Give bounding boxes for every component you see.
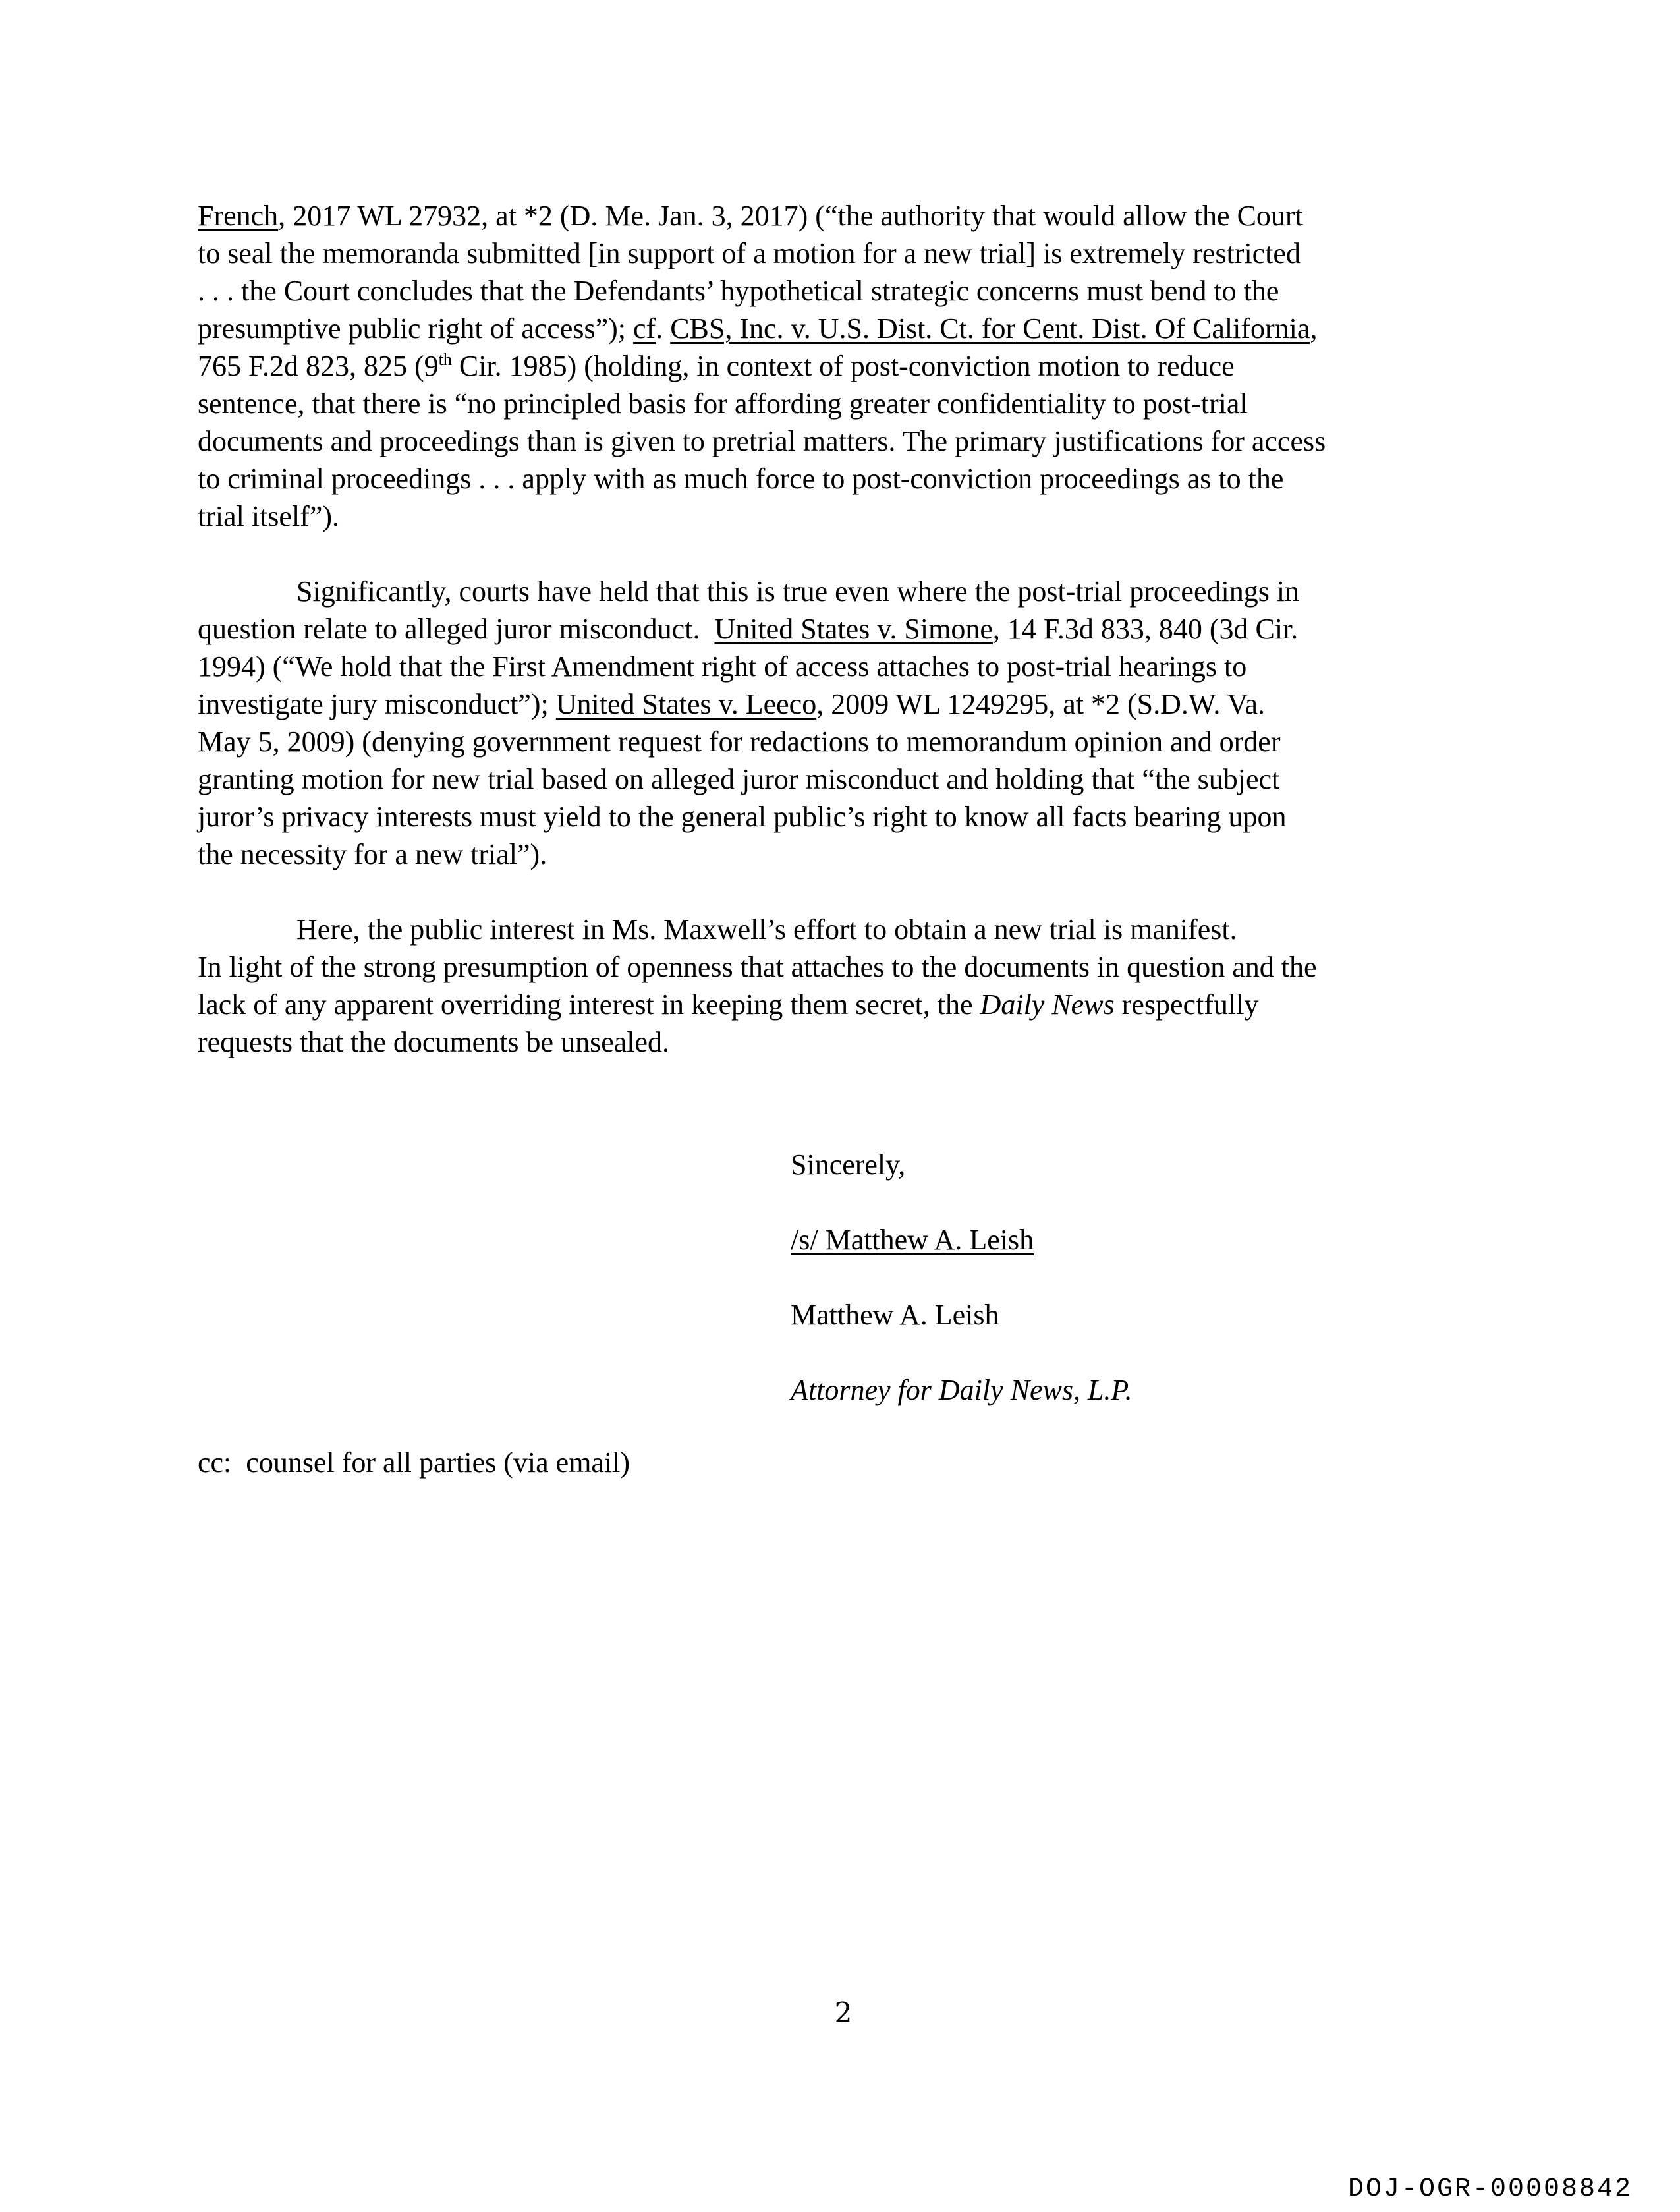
signature-text: /s/ Matthew A. Leish xyxy=(791,1224,1034,1256)
case-citation-french: French xyxy=(198,200,279,232)
body-text: Cir. 1985) (holding, in context of post-conviction motion to reduce xyxy=(451,350,1235,382)
body-line: to seal the memoranda submitted [in support of a motion for a new trial] is extremely restricted xyxy=(198,237,1301,269)
body-line: . . . the Court concludes that the Defendants’ hypothetical strategic concerns must bend to the xyxy=(198,275,1279,307)
body-line: granting motion for new trial based on alleged juror misconduct and holding that “the subject xyxy=(198,763,1280,795)
bates-number: DOJ-OGR-00008842 xyxy=(1347,2174,1633,2204)
case-citation-simone: United States v. Simone xyxy=(714,613,993,645)
body-line-indented: Here, the public interest in Ms. Maxwell’s effort to obtain a new trial is manifest. xyxy=(296,913,1237,946)
body-line: the necessity for a new trial”). xyxy=(198,838,547,870)
body-line xyxy=(198,310,1317,347)
case-citation-cbs: CBS, Inc. v. U.S. Dist. Ct. for Cent. Dist. Of California xyxy=(670,312,1310,345)
cc-line: cc: counsel for all parties (via email) xyxy=(198,1446,630,1479)
body-line: trial itself”). xyxy=(198,500,340,532)
body-line xyxy=(198,686,1265,723)
body-line xyxy=(198,986,1258,1023)
body-line: juror’s privacy interests must yield to the general public’s right to know all facts bearing upon xyxy=(198,801,1287,833)
closing-salutation: Sincerely, xyxy=(791,1149,906,1181)
body-text: presumptive public right of access”); xyxy=(198,312,634,345)
body-line-indented: Significantly, courts have held that this is true even where the post-trial proceedings in xyxy=(296,575,1300,608)
body-text: respectfully xyxy=(1114,988,1259,1021)
body-text: , 14 F.3d 833, 840 (3d Cir. xyxy=(992,613,1299,645)
publication-name: Daily News xyxy=(980,988,1115,1021)
body-line: to criminal proceedings . . . apply with as much force to post-conviction proceedings as to the xyxy=(198,463,1284,495)
body-text: lack of any apparent overriding interest in keeping them secret, the xyxy=(198,988,980,1021)
citation-signal-cf: cf xyxy=(633,312,656,345)
body-text: . xyxy=(656,312,671,345)
body-line: documents and proceedings than is given to pretrial matters. The primary justifications for access xyxy=(198,425,1326,457)
body-line xyxy=(198,611,1298,648)
body-text: investigate jury misconduct”); xyxy=(198,688,556,720)
body-text: 765 F.2d 823, 825 (9 xyxy=(198,350,439,382)
signer-name: Matthew A. Leish xyxy=(791,1299,999,1331)
body-text: , 2017 WL 27932, at *2 (D. Me. Jan. 3, 2017) (“the authority that would allow the Court xyxy=(278,200,1303,232)
signer-title: Attorney for Daily News, L.P. xyxy=(791,1374,1133,1406)
body-line xyxy=(198,348,1235,385)
page-number: 2 xyxy=(834,1997,853,2029)
body-line: sentence, that there is “no principled basis for affording greater confidentiality to post-trial xyxy=(198,387,1248,420)
body-line: 1994) (“We hold that the First Amendment right of access attaches to post-trial hearings to xyxy=(198,650,1247,683)
body-line: In light of the strong presumption of openness that attaches to the documents in question and the xyxy=(198,951,1317,983)
ordinal-superscript: th xyxy=(438,350,452,369)
case-citation-leeco: United States v. Leeco xyxy=(555,688,817,720)
body-text: , xyxy=(1310,312,1318,345)
body-line: requests that the documents be unsealed. xyxy=(198,1026,670,1058)
body-text: question relate to alleged juror misconduct. xyxy=(198,613,715,645)
body-text: , 2009 WL 1249295, at *2 (S.D.W. Va. xyxy=(816,688,1265,720)
electronic-signature xyxy=(791,1222,1034,1259)
body-line xyxy=(198,198,1303,235)
body-line: May 5, 2009) (denying government request for redactions to memorandum opinion and order xyxy=(198,725,1281,758)
